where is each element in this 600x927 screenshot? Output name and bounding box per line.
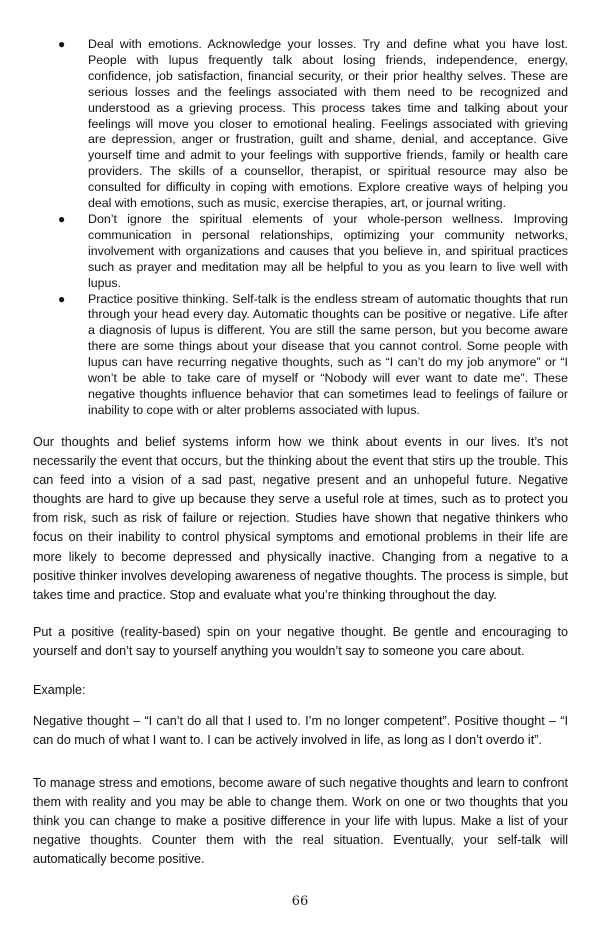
bullet-item-positive-thinking [58,292,568,419]
bullet-item-spiritual-elements [58,212,568,292]
bullet-list [58,37,568,419]
bullet-dot-icon: ● [58,291,66,306]
bullet-dot-icon: ● [58,211,66,226]
paragraph-thoughts-beliefs: Our thoughts and belief systems inform how we think about events in our lives. It’s not necessarily the event that occurs, but the thinking about the event that stirs up the trouble. This can feed into a vision of a sad past, negative present and an unhopeful future. Negative thoughts are hard to give up because they serve a useful role at times, such as to protect you from risk, such as risk of failure or rejection. Studies have shown that negative thinkers who focus on their inability to control physical symptoms and emotional problems in their life are more likely to become depressed and physically inactive. Changing from a negative to a positive thinker involves developing awareness of negative thoughts. The process is simple, but takes time and practice. Stop and evaluate what you’re thinking throughout the day. [33,435,568,602]
example-label: Example: [33,683,86,697]
paragraph-manage-stress: To manage stress and emotions, become aware of such negative thoughts and learn to confront them with reality and you may be able to change them. Work on one or two thoughts that you think you can change to make a positive difference in your life with lupus. Make a list of your negative thoughts. Counter them with the real situation. Eventually, your self-talk will automatically become positive. [33,776,568,867]
bullet-text: Practice positive thinking. Self-talk is the endless stream of automatic thoughts that run through your head every day. Automatic thoughts can be positive or negative. Life after a diagnosis of lupus is different. You are still the same person, but you become aware there are some things about your disease that you cannot control. Some people with lupus can have recurring negative thoughts, such as “I can’t do my job anymore” or “I won’t be able to take care of myself or “Nobody will ever want to date me”. These negative thoughts influence behavior that can sometimes lead to feelings of failure or inability to cope with or alter problems associated with lupus. [88,291,568,417]
paragraph-example: Negative thought – “I can’t do all that I used to. I’m no longer competent”. Positive thought – “I can do much of what I want to. I can be actively involved in life, as long as I don’t overdo it”. [33,714,568,748]
bullet-dot-icon: ● [58,37,66,51]
bullet-text: Deal with emotions. Acknowledge your losses. Try and define what you have lost. People with lupus frequently talk about losing friends, independence, energy, confidence, job satisfaction, financial security, or their prior healthy selves. These are serious losses and the feelings associated with them need to be recognized and understood as a grieving process. This process takes time and talking about your feelings will move you closer to emotional healing. Feelings associated with grieving are depression, anger or frustration, guilt and shame, denial, and acceptance. Give yourself time and admit to your feelings with supportive friends, family or health care providers. The skills of a counsellor, therapist, or spiritual resource may also be consulted for difficulty in coping with emotions. Explore creative ways of helping you deal with emotions, such as music, exercise therapies, art, or journal writing. [88,37,568,211]
bullet-item-deal-with-emotions [58,37,568,212]
page-number: 66 [291,894,309,909]
paragraph-positive-spin: Put a positive (reality-based) spin on your negative thought. Be gentle and encouraging to yourself and don’t say to yourself anything you wouldn’t say to someone you care about. [33,625,568,659]
bullet-text: Don’t ignore the spiritual elements of your whole-person wellness. Improving communication in personal relationships, optimizing your community networks, involvement with organizations and causes that you believe in, and spiritual practices such as prayer and meditation may all be helpful to you as you learn to live well with lupus. [88,211,568,290]
